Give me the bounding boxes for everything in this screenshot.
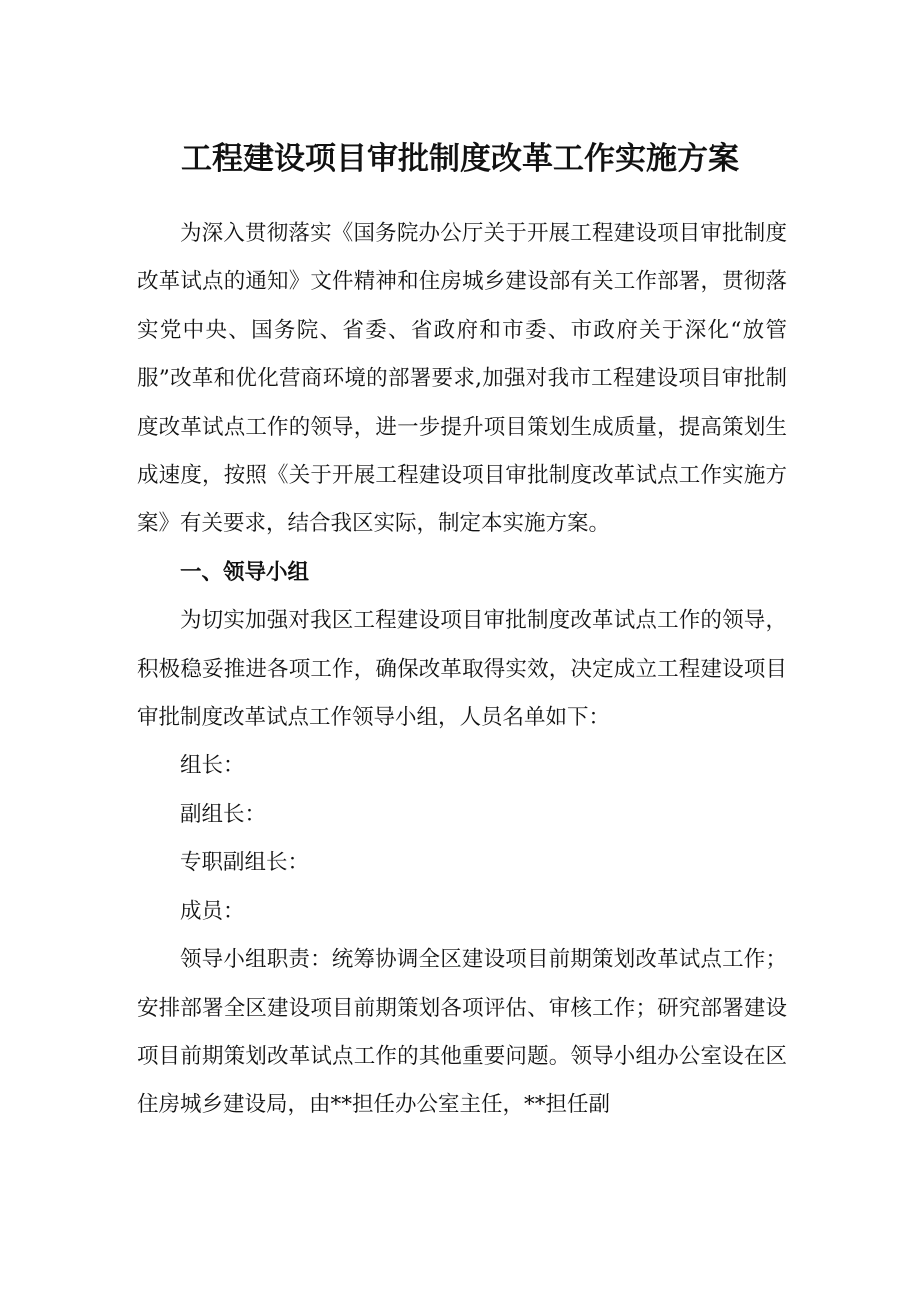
duties-paragraph: 领导小组职责：统筹协调全区建设项目前期策划改革试点工作；安排部署全区建设项目前期策划各项评估、审核工作；研究部署建设项目前期策划改革试点工作的其他重要问题。领导小组办公室设在区住房城乡建设局，由**担任办公室主任，**担任副 (137, 947, 787, 1118)
document-title: 工程建设项目审批制度改革工作实施方案 (181, 141, 739, 177)
section-heading-leadership-group: 一、领导小组 (180, 559, 310, 585)
section-paragraph: 为切实加强对我区工程建设项目审批制度改革试点工作的领导，积极稳妥推进各项工作，确保改革取得实效，决定成立工程建设项目审批制度改革试点工作领导小组，人员名单如下： (137, 608, 787, 731)
intro-paragraph: 为深入贯彻落实《国务院办公厅关于开展工程建设项目审批制度改革试点的通知》文件精神和住房城乡建设部有关工作部署，贯彻落实党中央、国务院、省委、省政府和市委、市政府关于深化“放管服”改革和优化营商环境的部署要求,加强对我市工程建设项目审批制度改革试点工作的领导，进一步提升项目策划生成质量，提高策划生成速度，按照《关于开展工程建设项目审批制度改革试点工作实施方案》有关要求，结合我区实际，制定本实施方案。 (137, 221, 787, 537)
deputy-leader-label: 副组长： (180, 801, 267, 827)
leader-label: 组长： (180, 753, 245, 779)
members-label: 成员： (180, 898, 245, 924)
document-body (137, 210, 787, 1130)
fulltime-deputy-leader-label: 专职副组长： (180, 850, 310, 876)
